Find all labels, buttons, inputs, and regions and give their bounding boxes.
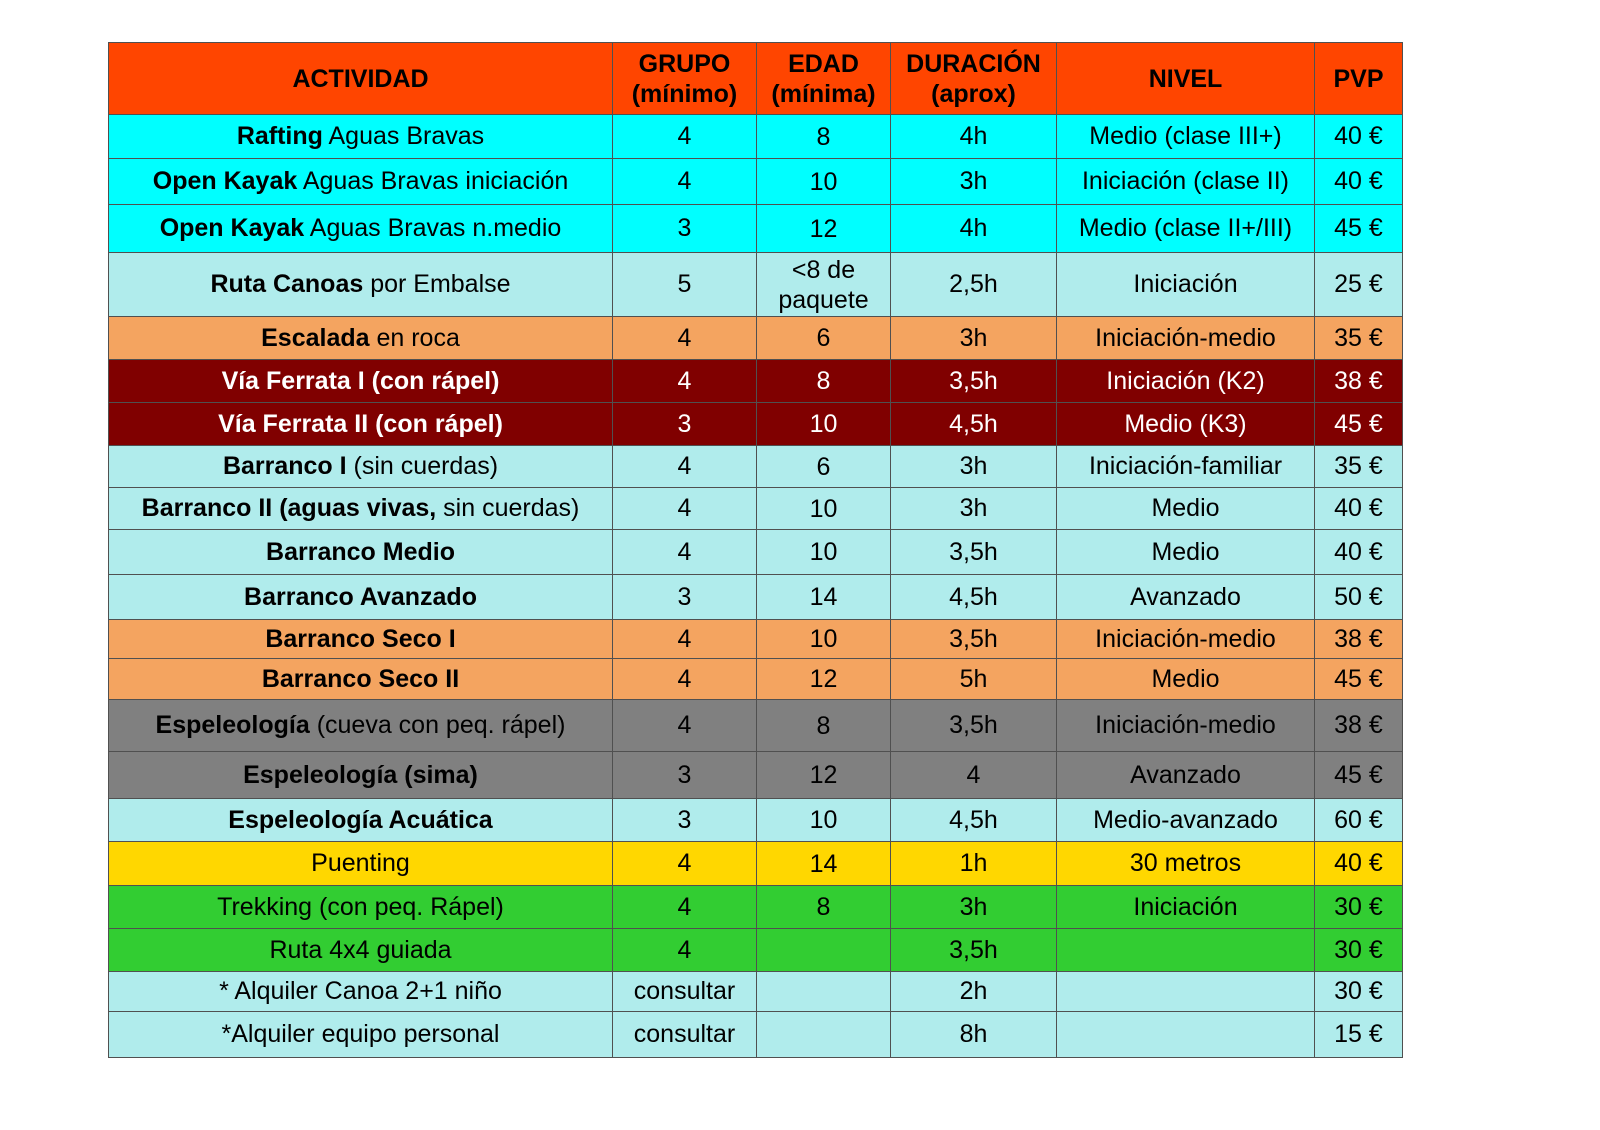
cell-duracion: 3,5h (891, 620, 1057, 659)
actividad-text: Ruta 4x4 guiada (269, 935, 452, 964)
cell-duracion: 2,5h (891, 253, 1057, 317)
cell-edad: 10 (757, 530, 891, 575)
table-row (109, 972, 1403, 1012)
cell-duracion: 3h (891, 446, 1057, 488)
cell-nivel (1057, 929, 1315, 972)
cell-duracion: 5h (891, 659, 1057, 700)
table-row (109, 575, 1403, 620)
table-row (109, 700, 1403, 752)
cell-actividad (109, 659, 613, 700)
cell-edad: 10 (757, 799, 891, 842)
cell-nivel: Medio (K3) (1057, 403, 1315, 446)
cell-duracion: 4,5h (891, 403, 1057, 446)
cell-grupo: 4 (613, 159, 757, 205)
cell-grupo: 4 (613, 488, 757, 530)
actividad-bold-text: Rafting (236, 122, 323, 150)
table-row (109, 488, 1403, 530)
actividad-text: Aguas Bravas n.medio (304, 214, 562, 242)
actividad-text: Aguas Bravas (322, 122, 485, 150)
cell-nivel (1057, 972, 1315, 1012)
actividad-bold-text: Barranco Seco I (265, 624, 456, 653)
actividad-bold-text: Barranco II (aguas vivas, (141, 494, 437, 522)
cell-grupo: 4 (613, 115, 757, 159)
actividad-bold-text: Escalada (261, 323, 370, 352)
cell-duracion: 3,5h (891, 360, 1057, 403)
cell-edad: 8 (757, 700, 891, 752)
actividad-text: *Alquiler equipo personal (221, 1020, 500, 1048)
cell-actividad (109, 1012, 613, 1058)
cell-pvp: 30 € (1315, 929, 1403, 972)
cell-nivel: Iniciación-familiar (1057, 446, 1315, 488)
actividad-bold-text: Espeleología Acuática (228, 805, 493, 834)
cell-actividad (109, 842, 613, 886)
cell-edad: <8 de paquete (757, 253, 891, 317)
cell-actividad (109, 929, 613, 972)
cell-duracion: 8h (891, 1012, 1057, 1058)
actividad-bold-text: Vía Ferrata I (con rápel) (221, 366, 500, 395)
actividad-bold-text: Open Kayak (159, 214, 305, 242)
actividad-bold-text: Ruta Canoas (210, 270, 364, 298)
cell-duracion: 3h (891, 317, 1057, 360)
cell-nivel: Iniciación (K2) (1057, 360, 1315, 403)
cell-grupo: 4 (613, 530, 757, 575)
actividad-text: en roca (369, 323, 460, 352)
cell-edad: 12 (757, 205, 891, 253)
cell-edad: 10 (757, 620, 891, 659)
cell-duracion: 4,5h (891, 575, 1057, 620)
actividad-text: (cueva con peq. rápel) (309, 711, 566, 739)
cell-edad: 12 (757, 752, 891, 799)
cell-nivel: Avanzado (1057, 752, 1315, 799)
actividad-bold-text: Barranco Avanzado (244, 582, 477, 611)
actividad-text: Puenting (311, 849, 410, 877)
cell-pvp: 45 € (1315, 752, 1403, 799)
cell-edad: 10 (757, 159, 891, 205)
cell-actividad (109, 530, 613, 575)
cell-edad: 10 (757, 488, 891, 530)
cell-nivel: Iniciación-medio (1057, 317, 1315, 360)
cell-nivel: Iniciación-medio (1057, 620, 1315, 659)
activities-price-table (108, 42, 1403, 1058)
cell-grupo: 3 (613, 799, 757, 842)
cell-actividad (109, 159, 613, 205)
actividad-text: Aguas Bravas iniciación (297, 167, 569, 195)
cell-edad (757, 1012, 891, 1058)
cell-grupo: 4 (613, 886, 757, 929)
actividad-bold-text: Barranco Seco II (261, 664, 460, 693)
cell-nivel: 30 metros (1057, 842, 1315, 886)
cell-nivel: Iniciación (1057, 886, 1315, 929)
cell-pvp: 45 € (1315, 205, 1403, 253)
table-row (109, 659, 1403, 700)
cell-duracion: 3,5h (891, 929, 1057, 972)
table-row (109, 1012, 1403, 1058)
actividad-text: sin cuerdas) (436, 494, 580, 522)
table-row (109, 929, 1403, 972)
cell-pvp: 38 € (1315, 360, 1403, 403)
cell-grupo: 3 (613, 575, 757, 620)
cell-pvp: 45 € (1315, 659, 1403, 700)
table-row (109, 620, 1403, 659)
cell-nivel: Iniciación-medio (1057, 700, 1315, 752)
table-row (109, 253, 1403, 317)
cell-actividad (109, 799, 613, 842)
cell-edad (757, 972, 891, 1012)
table-row (109, 886, 1403, 929)
cell-edad (757, 929, 891, 972)
cell-duracion: 3h (891, 159, 1057, 205)
cell-nivel: Medio (1057, 488, 1315, 530)
table-row (109, 360, 1403, 403)
actividad-bold-text: Espeleología (sima) (243, 760, 478, 789)
cell-grupo: 4 (613, 929, 757, 972)
cell-grupo: 5 (613, 253, 757, 317)
cell-grupo: 3 (613, 403, 757, 446)
actividad-text: (sin cuerdas) (346, 452, 499, 480)
table-row (109, 115, 1403, 159)
cell-pvp: 25 € (1315, 253, 1403, 317)
table-row (109, 842, 1403, 886)
actividad-bold-text: Barranco Medio (266, 537, 455, 566)
cell-pvp: 45 € (1315, 403, 1403, 446)
cell-duracion: 3,5h (891, 530, 1057, 575)
table-row (109, 403, 1403, 446)
actividad-text: Trekking (con peq. Rápel) (217, 892, 504, 921)
cell-duracion: 2h (891, 972, 1057, 1012)
table-row (109, 446, 1403, 488)
cell-grupo: 3 (613, 752, 757, 799)
table-row (109, 159, 1403, 205)
table-row (109, 799, 1403, 842)
cell-pvp: 60 € (1315, 799, 1403, 842)
header-edad: EDAD (mínima) (757, 43, 891, 115)
cell-actividad (109, 403, 613, 446)
cell-nivel: Medio (1057, 659, 1315, 700)
cell-edad: 6 (757, 317, 891, 360)
actividad-bold-text: Vía Ferrata II (con rápel) (218, 409, 503, 438)
cell-actividad (109, 620, 613, 659)
cell-grupo: 4 (613, 446, 757, 488)
cell-grupo: 4 (613, 620, 757, 659)
cell-actividad (109, 317, 613, 360)
cell-edad: 10 (757, 403, 891, 446)
cell-pvp: 40 € (1315, 842, 1403, 886)
cell-pvp: 40 € (1315, 159, 1403, 205)
cell-nivel (1057, 1012, 1315, 1058)
table-row (109, 530, 1403, 575)
cell-pvp: 50 € (1315, 575, 1403, 620)
cell-nivel: Avanzado (1057, 575, 1315, 620)
header-pvp: PVP (1315, 43, 1403, 115)
actividad-bold-text: Espeleología (155, 711, 310, 739)
cell-actividad (109, 886, 613, 929)
cell-edad: 8 (757, 360, 891, 403)
cell-nivel: Medio-avanzado (1057, 799, 1315, 842)
cell-nivel: Medio (clase II+/III) (1057, 205, 1315, 253)
cell-actividad (109, 205, 613, 253)
cell-duracion: 3h (891, 886, 1057, 929)
header-duracion: DURACIÓN (aprox) (891, 43, 1057, 115)
table-row (109, 205, 1403, 253)
cell-duracion: 1h (891, 842, 1057, 886)
cell-actividad (109, 115, 613, 159)
cell-edad: 14 (757, 575, 891, 620)
cell-pvp: 38 € (1315, 620, 1403, 659)
cell-grupo: 4 (613, 700, 757, 752)
table-body (109, 115, 1403, 1058)
cell-pvp: 40 € (1315, 488, 1403, 530)
cell-pvp: 15 € (1315, 1012, 1403, 1058)
cell-nivel: Medio (clase III+) (1057, 115, 1315, 159)
cell-pvp: 38 € (1315, 700, 1403, 752)
cell-duracion: 4h (891, 205, 1057, 253)
table-row (109, 317, 1403, 360)
cell-duracion: 3,5h (891, 700, 1057, 752)
cell-edad: 8 (757, 115, 891, 159)
cell-pvp: 30 € (1315, 886, 1403, 929)
cell-actividad (109, 752, 613, 799)
cell-nivel: Iniciación (1057, 253, 1315, 317)
cell-grupo: 4 (613, 317, 757, 360)
actividad-bold-text: Barranco I (222, 452, 347, 480)
header-actividad: ACTIVIDAD (109, 43, 613, 115)
cell-duracion: 3h (891, 488, 1057, 530)
cell-pvp: 35 € (1315, 317, 1403, 360)
cell-actividad (109, 972, 613, 1012)
actividad-text: * Alquiler Canoa 2+1 niño (219, 977, 502, 1005)
cell-grupo: 3 (613, 205, 757, 253)
cell-duracion: 4h (891, 115, 1057, 159)
cell-nivel: Iniciación (clase II) (1057, 159, 1315, 205)
cell-edad: 12 (757, 659, 891, 700)
cell-pvp: 40 € (1315, 115, 1403, 159)
actividad-bold-text: Open Kayak (152, 167, 298, 195)
cell-edad: 14 (757, 842, 891, 886)
header-grupo: GRUPO (mínimo) (613, 43, 757, 115)
cell-pvp: 40 € (1315, 530, 1403, 575)
cell-grupo: consultar (613, 1012, 757, 1058)
cell-duracion: 4,5h (891, 799, 1057, 842)
cell-actividad (109, 575, 613, 620)
cell-grupo: 4 (613, 659, 757, 700)
cell-actividad (109, 360, 613, 403)
cell-edad: 8 (757, 886, 891, 929)
cell-nivel: Medio (1057, 530, 1315, 575)
cell-grupo: 4 (613, 842, 757, 886)
cell-duracion: 4 (891, 752, 1057, 799)
cell-actividad (109, 253, 613, 317)
cell-actividad (109, 488, 613, 530)
cell-actividad (109, 700, 613, 752)
cell-grupo: 4 (613, 360, 757, 403)
cell-edad: 6 (757, 446, 891, 488)
cell-pvp: 35 € (1315, 446, 1403, 488)
cell-grupo: consultar (613, 972, 757, 1012)
actividad-text: por Embalse (363, 270, 511, 298)
cell-actividad (109, 446, 613, 488)
header-row (109, 43, 1403, 115)
header-nivel: NIVEL (1057, 43, 1315, 115)
table-row (109, 752, 1403, 799)
cell-pvp: 30 € (1315, 972, 1403, 1012)
